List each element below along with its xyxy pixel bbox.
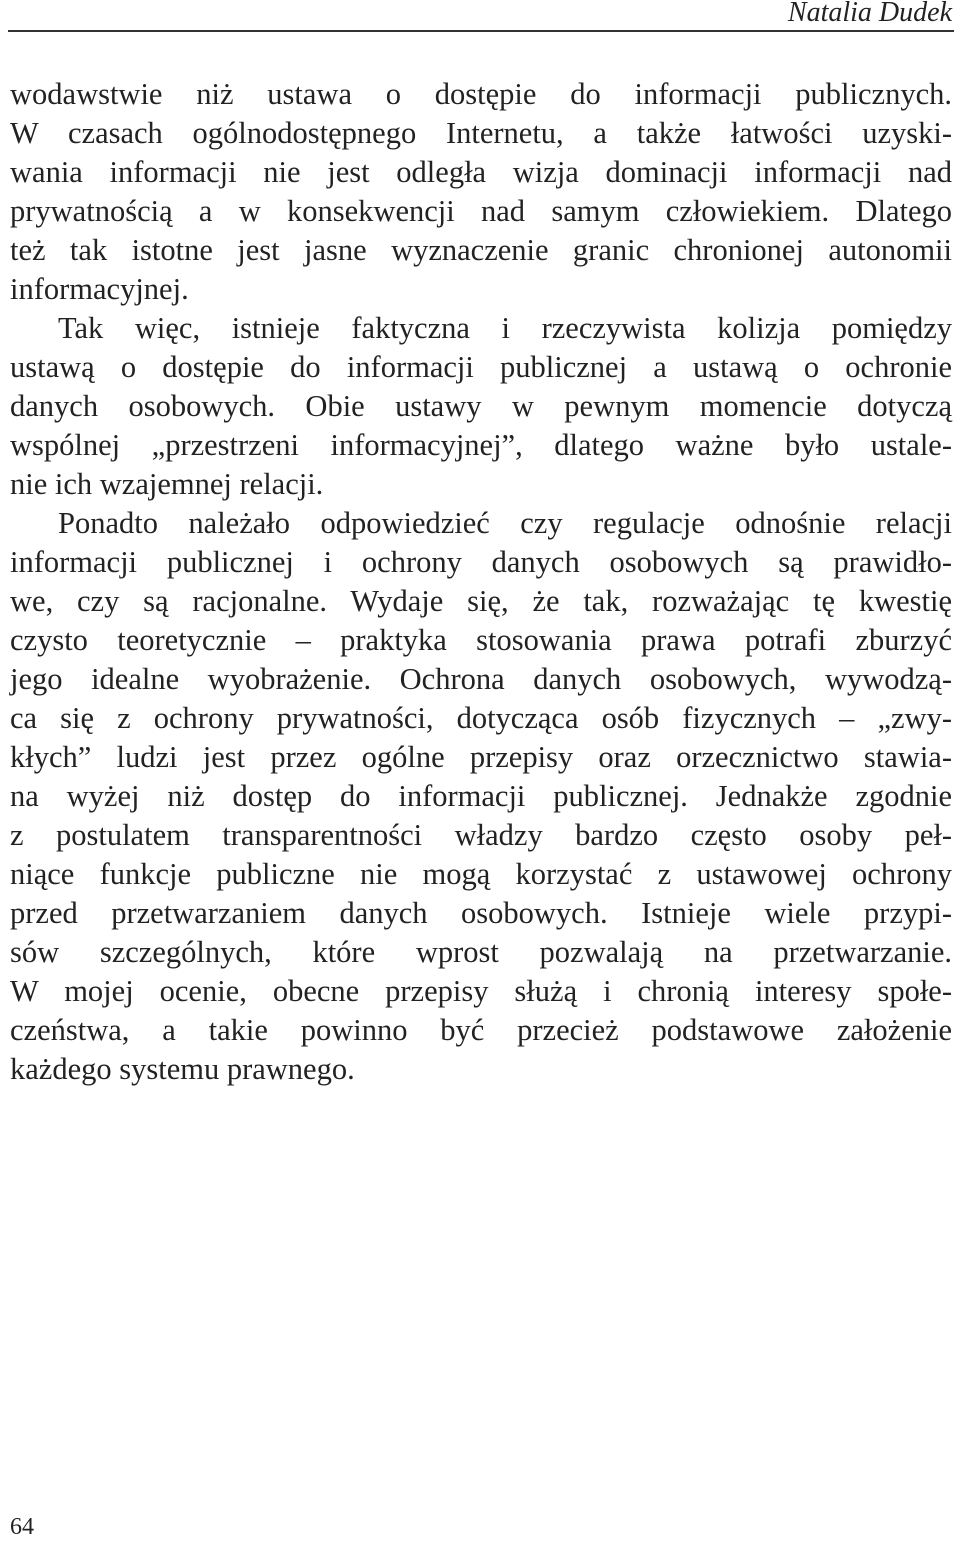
paragraph [10,504,952,1089]
text-line: ustawą o dostępie do informacji publicznej a ustawą o ochronie [10,350,952,384]
text-line: informacji publicznej i ochrony danych osobowych są prawidło- [10,545,952,579]
text-line: W mojej ocenie, obecne przepisy służą i chronią interesy społe- [10,974,952,1008]
text-line: każdego systemu prawnego. [10,1052,355,1086]
text-line: danych osobowych. Obie ustawy w pewnym momencie dotyczą [10,389,952,423]
text-line: wspólnej „przestrzeni informacyjnej”, dlatego ważne było ustale- [10,428,952,462]
text-line: we, czy są racjonalne. Wydaje się, że tak, rozważając tę kwestię [10,584,952,618]
text-line: informacyjnej. [10,272,189,306]
text-line: prywatnością a w konsekwencji nad samym człowiekiem. Dlatego [10,194,952,228]
text-line: Tak więc, istnieje faktyczna i rzeczywista kolizja pomiędzy [58,311,952,345]
header-rule [8,30,954,32]
text-line: z postulatem transparentności władzy bardzo często osoby peł- [10,818,952,852]
text-line: jego idealne wyobrażenie. Ochrona danych osobowych, wywodzą- [10,662,952,696]
text-line: wania informacji nie jest odległa wizja dominacji informacji nad [10,155,952,189]
text-line: czysto teoretycznie – praktyka stosowania prawa potrafi zburzyć [10,623,952,657]
page-number: 64 [10,1514,34,1540]
text-line: też tak istotne jest jasne wyznaczenie granic chronionej autonomii [10,233,952,267]
text-line: nie ich wzajemnej relacji. [10,467,324,501]
header-author-name: Natalia Dudek [787,0,952,28]
text-line: sów szczególnych, które wprost pozwalają na przetwarzanie. [10,935,952,969]
paragraph [10,75,952,309]
text-line: na wyżej niż dostęp do informacji publicznej. Jednakże zgodnie [10,779,952,813]
text-line: przed przetwarzaniem danych osobowych. Istnieje wiele przypi- [10,896,952,930]
running-header [0,0,960,30]
text-line: Ponadto należało odpowiedzieć czy regulacje odnośnie relacji [58,506,952,540]
text-line: wodawstwie niż ustawa o dostępie do informacji publicznych. [10,77,952,111]
text-line: czeństwa, a takie powinno być przecież podstawowe założenie [10,1013,952,1047]
text-line: kłych” ludzi jest przez ogólne przepisy oraz orzecznictwo stawia- [10,740,952,774]
text-line: niące funkcje publiczne nie mogą korzystać z ustawowej ochrony [10,857,952,891]
text-line: ca się z ochrony prywatności, dotycząca osób fizycznych – „zwy- [10,701,952,735]
body-text [10,75,952,1089]
paragraph [10,309,952,504]
text-line: W czasach ogólnodostępnego Internetu, a także łatwości uzyski- [10,116,952,150]
